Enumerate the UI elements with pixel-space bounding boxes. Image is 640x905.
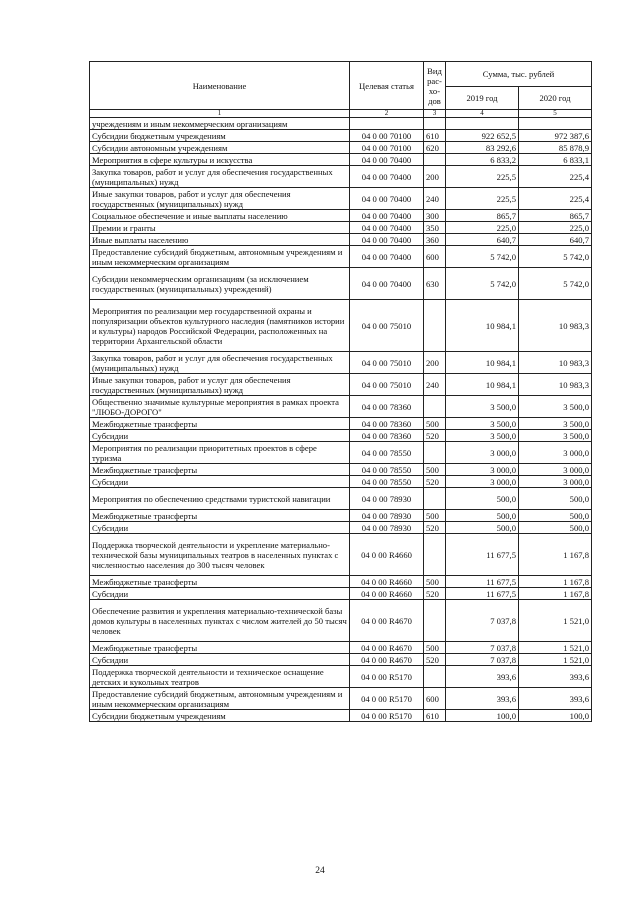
row-expense-kind (424, 600, 446, 642)
table-row (90, 222, 592, 234)
row-expense-kind (424, 534, 446, 576)
row-target-code: 04 0 00 70100 (350, 130, 424, 142)
table-row (90, 246, 592, 268)
row-amount-2019: 6 833,2 (446, 154, 519, 166)
row-amount-2020 (519, 118, 592, 130)
row-name: Межбюджетные трансферты (90, 642, 350, 654)
row-target-code (350, 118, 424, 130)
row-expense-kind: 520 (424, 522, 446, 534)
row-target-code: 04 0 00 78360 (350, 430, 424, 442)
table-row (90, 118, 592, 130)
row-name: Предоставление субсидий бюджетным, автономным учреждениям и иным некоммерческим организациям (90, 688, 350, 710)
row-amount-2020: 3 000,0 (519, 464, 592, 476)
row-amount-2020: 100,0 (519, 710, 592, 722)
row-amount-2020: 1 521,0 (519, 642, 592, 654)
row-target-code: 04 0 00 70400 (350, 166, 424, 188)
row-amount-2020: 225,4 (519, 166, 592, 188)
row-target-code: 04 0 00 70400 (350, 210, 424, 222)
row-target-code: 04 0 00 R4670 (350, 600, 424, 642)
row-amount-2020: 1 167,8 (519, 576, 592, 588)
row-amount-2020: 3 500,0 (519, 396, 592, 418)
row-target-code: 04 0 00 75010 (350, 300, 424, 352)
row-name: Мероприятия по реализации приоритетных проектов в сфере туризма (90, 442, 350, 464)
row-target-code: 04 0 00 R5170 (350, 688, 424, 710)
row-amount-2020: 972 387,6 (519, 130, 592, 142)
row-amount-2020: 10 983,3 (519, 374, 592, 396)
row-expense-kind: 600 (424, 688, 446, 710)
column-number: 1 (90, 110, 350, 118)
row-expense-kind: 500 (424, 464, 446, 476)
row-amount-2020: 3 500,0 (519, 430, 592, 442)
row-amount-2020: 225,4 (519, 188, 592, 210)
row-name: Иные выплаты населению (90, 234, 350, 246)
row-amount-2020: 6 833,1 (519, 154, 592, 166)
row-amount-2019: 500,0 (446, 510, 519, 522)
row-amount-2019: 11 677,5 (446, 534, 519, 576)
table-row (90, 188, 592, 210)
row-amount-2019: 3 000,0 (446, 476, 519, 488)
table-row (90, 476, 592, 488)
header-sum: Сумма, тыс. рублей (446, 62, 592, 87)
row-target-code: 04 0 00 70400 (350, 154, 424, 166)
table-row (90, 576, 592, 588)
row-expense-kind (424, 300, 446, 352)
row-expense-kind: 520 (424, 588, 446, 600)
row-amount-2019: 865,7 (446, 210, 519, 222)
row-expense-kind: 240 (424, 374, 446, 396)
row-name: Иные закупки товаров, работ и услуг для обеспечения государственных (муниципальных) нужд (90, 374, 350, 396)
row-amount-2019: 225,5 (446, 188, 519, 210)
row-amount-2019: 7 037,8 (446, 600, 519, 642)
row-name: Мероприятия по реализации мер государственной охраны и популяризации объектов культурного наследия (памятников истории и культуры) народов Российской Федерации, расположенных на территории Архангельской области (90, 300, 350, 352)
row-target-code: 04 0 00 70100 (350, 142, 424, 154)
row-amount-2019: 922 652,5 (446, 130, 519, 142)
row-expense-kind: 520 (424, 476, 446, 488)
table-row (90, 666, 592, 688)
column-number: 2 (350, 110, 424, 118)
row-name: Обеспечение развития и укрепления материально-технической базы домов культуры в населенных пунктах с числом жителей до 50 тысяч человек (90, 600, 350, 642)
row-amount-2020: 10 983,3 (519, 300, 592, 352)
table-row (90, 352, 592, 374)
row-amount-2020: 225,0 (519, 222, 592, 234)
row-name: Межбюджетные трансферты (90, 510, 350, 522)
row-name: Поддержка творческой деятельности и техническое оснащение детских и кукольных театров (90, 666, 350, 688)
row-target-code: 04 0 00 R4670 (350, 654, 424, 666)
row-amount-2020: 393,6 (519, 688, 592, 710)
row-name: Межбюджетные трансферты (90, 418, 350, 430)
row-amount-2019: 3 500,0 (446, 430, 519, 442)
table-row (90, 688, 592, 710)
row-target-code: 04 0 00 R4660 (350, 588, 424, 600)
row-expense-kind: 630 (424, 268, 446, 300)
row-target-code: 04 0 00 70400 (350, 188, 424, 210)
row-expense-kind: 200 (424, 352, 446, 374)
table-row (90, 210, 592, 222)
row-amount-2019: 83 292,6 (446, 142, 519, 154)
row-target-code: 04 0 00 R4660 (350, 534, 424, 576)
table-row (90, 418, 592, 430)
header-name: Наименование (90, 62, 350, 110)
table-row (90, 300, 592, 352)
row-expense-kind (424, 666, 446, 688)
row-target-code: 04 0 00 R4660 (350, 576, 424, 588)
table-row (90, 396, 592, 418)
row-target-code: 04 0 00 R5170 (350, 710, 424, 722)
row-name: Мероприятия по обеспечению средствами туристской навигации (90, 488, 350, 510)
row-target-code: 04 0 00 78930 (350, 510, 424, 522)
row-target-code: 04 0 00 70400 (350, 268, 424, 300)
row-name: Премии и гранты (90, 222, 350, 234)
table-row (90, 166, 592, 188)
row-name: Иные закупки товаров, работ и услуг для обеспечения государственных (муниципальных) нужд (90, 188, 350, 210)
row-expense-kind: 610 (424, 130, 446, 142)
row-target-code: 04 0 00 R4670 (350, 642, 424, 654)
row-name: Закупка товаров, работ и услуг для обеспечения государственных (муниципальных) нужд (90, 166, 350, 188)
row-target-code: 04 0 00 70400 (350, 246, 424, 268)
row-amount-2019: 225,5 (446, 166, 519, 188)
row-amount-2020: 1 167,8 (519, 588, 592, 600)
row-target-code: 04 0 00 78550 (350, 476, 424, 488)
page-number: 24 (315, 866, 325, 876)
row-expense-kind: 520 (424, 654, 446, 666)
row-amount-2020: 500,0 (519, 488, 592, 510)
row-name: Субсидии (90, 476, 350, 488)
row-amount-2020: 5 742,0 (519, 246, 592, 268)
header-year-2019: 2019 год (446, 87, 519, 110)
row-name: Предоставление субсидий бюджетным, автономным учреждениям и иным некоммерческим организациям (90, 246, 350, 268)
table-row (90, 642, 592, 654)
row-expense-kind: 500 (424, 510, 446, 522)
row-name: Субсидии автономным учреждениям (90, 142, 350, 154)
column-number: 4 (446, 110, 519, 118)
row-amount-2019: 11 677,5 (446, 576, 519, 588)
row-amount-2020: 3 500,0 (519, 418, 592, 430)
row-amount-2020: 500,0 (519, 510, 592, 522)
table-row (90, 430, 592, 442)
row-expense-kind: 350 (424, 222, 446, 234)
row-amount-2019: 7 037,8 (446, 654, 519, 666)
header-kind: Вид рас-хо-дов (424, 62, 446, 110)
row-amount-2019: 5 742,0 (446, 246, 519, 268)
row-amount-2019: 3 000,0 (446, 442, 519, 464)
row-amount-2019: 5 742,0 (446, 268, 519, 300)
row-expense-kind: 600 (424, 246, 446, 268)
row-target-code: 04 0 00 R5170 (350, 666, 424, 688)
row-name: Межбюджетные трансферты (90, 576, 350, 588)
row-amount-2020: 10 983,3 (519, 352, 592, 374)
row-amount-2019: 393,6 (446, 688, 519, 710)
header-year-2020: 2020 год (519, 87, 592, 110)
row-name: Мероприятия в сфере культуры и искусства (90, 154, 350, 166)
row-amount-2019: 225,0 (446, 222, 519, 234)
table-row (90, 522, 592, 534)
table-row (90, 374, 592, 396)
row-name: Субсидии бюджетным учреждениям (90, 130, 350, 142)
table-row (90, 268, 592, 300)
row-target-code: 04 0 00 78360 (350, 396, 424, 418)
table-row (90, 488, 592, 510)
row-expense-kind (424, 488, 446, 510)
row-amount-2019: 500,0 (446, 488, 519, 510)
row-target-code: 04 0 00 70400 (350, 222, 424, 234)
row-amount-2020: 3 000,0 (519, 476, 592, 488)
row-amount-2019: 10 984,1 (446, 352, 519, 374)
row-name: Закупка товаров, работ и услуг для обеспечения государственных (муниципальных) нужд (90, 352, 350, 374)
row-amount-2020: 500,0 (519, 522, 592, 534)
row-target-code: 04 0 00 70400 (350, 234, 424, 246)
table-row (90, 142, 592, 154)
row-expense-kind: 500 (424, 418, 446, 430)
row-amount-2020: 85 878,9 (519, 142, 592, 154)
row-amount-2019: 393,6 (446, 666, 519, 688)
row-amount-2019: 500,0 (446, 522, 519, 534)
row-amount-2019: 11 677,5 (446, 588, 519, 600)
row-expense-kind: 610 (424, 710, 446, 722)
table-row (90, 654, 592, 666)
row-name: Поддержка творческой деятельности и укрепление материально-технической базы муниципальных театров в населенных пунктах с численностью населения до 300 тысяч человек (90, 534, 350, 576)
row-target-code: 04 0 00 78550 (350, 442, 424, 464)
row-expense-kind (424, 396, 446, 418)
row-amount-2019: 100,0 (446, 710, 519, 722)
row-amount-2019: 10 984,1 (446, 300, 519, 352)
row-target-code: 04 0 00 75010 (350, 352, 424, 374)
row-amount-2019: 10 984,1 (446, 374, 519, 396)
row-amount-2019: 640,7 (446, 234, 519, 246)
row-amount-2019: 3 000,0 (446, 464, 519, 476)
row-expense-kind: 240 (424, 188, 446, 210)
row-amount-2020: 865,7 (519, 210, 592, 222)
row-expense-kind: 520 (424, 430, 446, 442)
row-amount-2019: 3 500,0 (446, 418, 519, 430)
row-name: Социальное обеспечение и иные выплаты населению (90, 210, 350, 222)
row-amount-2019: 3 500,0 (446, 396, 519, 418)
table-row (90, 600, 592, 642)
row-expense-kind: 200 (424, 166, 446, 188)
row-expense-kind: 300 (424, 210, 446, 222)
row-name: Субсидии (90, 522, 350, 534)
row-name: Субсидии (90, 654, 350, 666)
table-row (90, 442, 592, 464)
row-amount-2020: 5 742,0 (519, 268, 592, 300)
table-row (90, 130, 592, 142)
table-body (90, 118, 592, 722)
column-number: 3 (424, 110, 446, 118)
row-amount-2020: 640,7 (519, 234, 592, 246)
budget-table-container (89, 61, 591, 722)
row-expense-kind: 360 (424, 234, 446, 246)
row-target-code: 04 0 00 78930 (350, 488, 424, 510)
row-expense-kind: 500 (424, 576, 446, 588)
row-amount-2020: 1 521,0 (519, 654, 592, 666)
row-target-code: 04 0 00 78550 (350, 464, 424, 476)
row-target-code: 04 0 00 78360 (350, 418, 424, 430)
row-name: Субсидии бюджетным учреждениям (90, 710, 350, 722)
row-amount-2020: 1 521,0 (519, 600, 592, 642)
header-target: Целевая статья (350, 62, 424, 110)
row-amount-2020: 393,6 (519, 666, 592, 688)
table-row (90, 234, 592, 246)
row-target-code: 04 0 00 78930 (350, 522, 424, 534)
row-name: Субсидии некоммерческим организациям (за исключением государственных (муниципальных) учреждений) (90, 268, 350, 300)
table-row (90, 710, 592, 722)
row-target-code: 04 0 00 75010 (350, 374, 424, 396)
row-name: Межбюджетные трансферты (90, 464, 350, 476)
row-expense-kind (424, 442, 446, 464)
row-amount-2019 (446, 118, 519, 130)
row-amount-2020: 1 167,8 (519, 534, 592, 576)
table-row (90, 154, 592, 166)
row-name: Общественно значимые культурные мероприятия в рамках проекта "ЛЮБО-ДОРОГО" (90, 396, 350, 418)
row-expense-kind (424, 154, 446, 166)
row-name: Субсидии (90, 588, 350, 600)
table-row (90, 510, 592, 522)
row-expense-kind: 500 (424, 642, 446, 654)
row-expense-kind: 620 (424, 142, 446, 154)
column-number: 5 (519, 110, 592, 118)
row-expense-kind (424, 118, 446, 130)
table-row (90, 588, 592, 600)
table-row (90, 464, 592, 476)
budget-table (89, 61, 592, 722)
row-name: учреждениям и иным некоммерческим организациям (90, 118, 350, 130)
row-name: Субсидии (90, 430, 350, 442)
row-amount-2019: 7 037,8 (446, 642, 519, 654)
row-amount-2020: 3 000,0 (519, 442, 592, 464)
table-row (90, 534, 592, 576)
